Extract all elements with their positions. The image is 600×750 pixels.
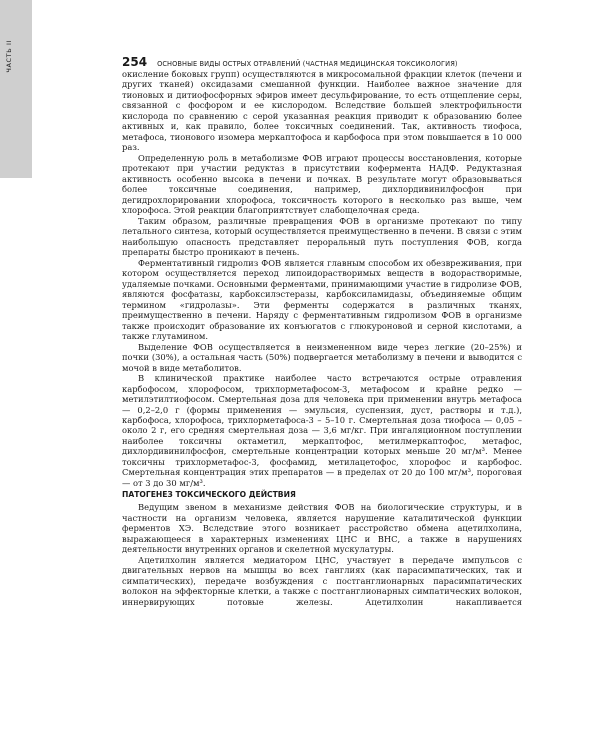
paragraph-6: В клинической практике наиболее часто встречаются острые отравления карбофосом, хлорофосом, трихлорметафосом-3, метафосом и крайне редко — метилэтилтиофосом. Смертельная доза для человека при применении внутрь метафоса — 0,2–2,0 г (формы применения — эмульсия, суспензия, дуст, растворы и т.д.), карбофоса, хлорофоса, трихлорметафоса-3 – 5–10 г. Смертельная доза тиофоса — 0,05 – около 2 г, его средняя смертельная доза — 3,6 мг/кг. При ингаляционном поступлении наиболее токсичны октаметил, меркаптофос, метилмеркаптофос, метафос, дихлордивинилфосфон, смертельные концентрации которых меньше 20 мг/м³. Менее токсичны трихлорметафос-3, фосфамид, метилацетофос, хлорофос и карбофос. Смертельная концентрация этих препаратов — в пределах от 20 до 100 мг/м³, пороговая — от 3 до 30 мг/м³. (122, 373, 522, 488)
page-header (122, 55, 522, 69)
paragraph-2: Определенную роль в метаболизме ФОВ играют процессы восстановления, которые протекают при участии редуктаз в присутствии кофермента НАДФ. Редуктазная активность особенно высока в печени и почках. В результате могут образовываться более токсичные соединения, например, дихлордивинилфосфон при дегидрохлорировании хлорофоса, токсичность которого в несколько раз выше, чем хлорофоса. Этой реакции благоприятствует слабощелочная среда. (122, 152, 522, 216)
paragraph-4: Ферментативный гидролиз ФОВ является главным способом их обезвреживания, при котором осуществляется переход липоидорастворимых веществ в водорастворимые, удаляемые почками. Основными ферментами, принимающими участие в гидролизе ФОВ, являются фосфатазы, карбоксилэстеразы, карбоксиламидазы, объединяемые общим термином «гидролазы». Эти ферменты содержатся в различных тканях, преимущественно в печени. Наряду с ферментативным гидролизом ФОВ в организме также происходит образование их конъюгатов с глюкуроновой и серной кислотами, а также глутамином. (122, 257, 522, 342)
section-paragraph-1: Ведущим звеном в механизме действия ФОВ на биологические структуры, и в частности на организм человека, является нарушение каталитической функции ферментов ХЭ. Вследствие этого возникает расстройство обмена ацетилхолина, выражающееся в характерных изменениях ЦНС и ВНС, а также в нарушениях деятельности внутренних органов и скелетной мускулатуры. (122, 502, 522, 555)
part-label: ЧАСТЬ II (5, 40, 13, 73)
part-side-tab (0, 0, 32, 178)
page-number: 254 (122, 55, 148, 69)
paragraph-3: Таким образом, различные превращения ФОВ в организме протекают по типу летального синтеза, который осуществляется преимущественно в печени. В связи с этим наибольшую опасность представляет пероральный путь поступления ФОВ, когда препараты быстро проникают в печень. (122, 215, 522, 258)
paragraph-5: Выделение ФОВ осуществляется в неизмененном виде через легкие (20–25%) и почки (30%), а остальная часть (50%) подвергается метаболизму в печени и выводится с мочой в виде метаболитов. (122, 341, 522, 373)
section-heading: ПАТОГЕНЕЗ ТОКСИЧЕСКОГО ДЕЙСТВИЯ (122, 490, 296, 500)
running-title: ОСНОВНЫЕ ВИДЫ ОСТРЫХ ОТРАВЛЕНИЙ (ЧАСТНАЯ МЕДИЦИНСКАЯ ТОКСИКОЛОГИЯ) (157, 60, 458, 68)
page-body (122, 69, 522, 607)
paragraph-1: окисление боковых групп) осуществляются в микросомальной фракции клеток (печени и других тканей) оксидазами смешанной функции. Наиболее важное значение для тионовых и дитиофосфорных эфиров имеет десульфирование, то есть отщепление серы, связанной с фосфором и ее кислородом. Вследствие большей электрофильности кислорода по сравнению с серой указанная реакция приводит к образованию более активных и, как правило, более токсичных соединений. Так, активность тиофоса, метафоса, тионового изомера меркаптофоса и карбофоса при этом повышается в 10 000 раз. (122, 69, 522, 153)
section-paragraph-2: Ацетилхолин является медиатором ЦНС, участвует в передаче импульсов с двигательных нервов на мышцы во всех ганглиях (как парасимпатических, так и симпатических), передаче возбуждения с постганглионарных парасимпатических волокон на эффекторные клетки, а также с постганглионарных симпатических волокон, иннервирующих потовые железы. Ацетилхолин накапливается (122, 554, 522, 607)
